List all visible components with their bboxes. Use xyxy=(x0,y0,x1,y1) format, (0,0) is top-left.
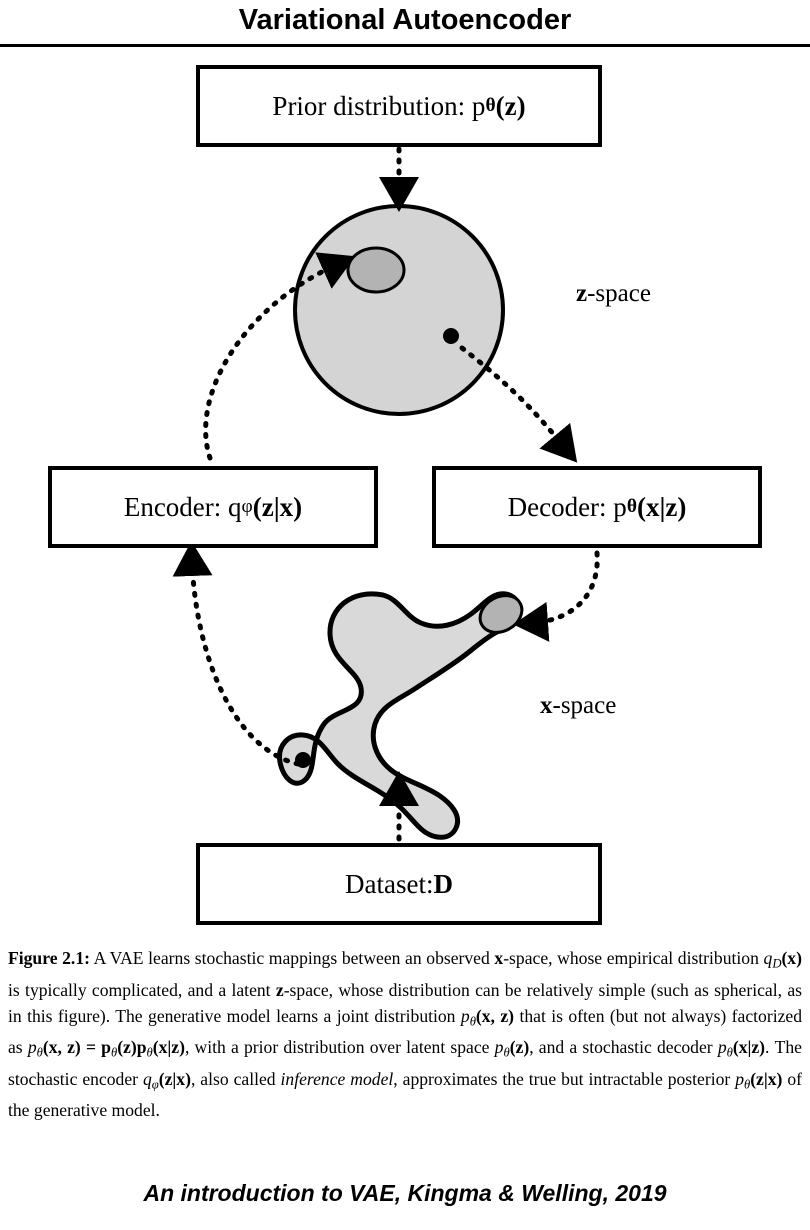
label-x-space: x-space xyxy=(540,692,617,719)
node-encoder-label: Encoder: q xyxy=(123,491,242,522)
caption-text-4: -space, whose distribution can be relatively simple (such as spherical, as in this figure). The generative model learns a joint distribution xyxy=(8,979,802,1026)
caption-math-6: q xyxy=(142,1068,152,1089)
caption-text-7: , and a stochastic decoder xyxy=(529,1037,718,1058)
caption-math-7-sub: θ xyxy=(743,1077,751,1092)
caption-math-3-sub: θ xyxy=(36,1045,43,1060)
z-space-cluster xyxy=(348,248,404,292)
caption-math-3-sub3: θ xyxy=(146,1045,153,1060)
caption-math-7-arg: (z|x) xyxy=(750,1068,783,1089)
label-z-space: z-space xyxy=(576,280,651,307)
caption-math-4: p xyxy=(494,1037,504,1058)
title-divider xyxy=(0,44,810,47)
caption-math-1-sub: D xyxy=(772,956,782,971)
node-encoder[interactable] xyxy=(48,466,378,548)
node-prior-arg: (z) xyxy=(495,90,526,121)
caption-xspace-1: x xyxy=(494,948,504,968)
node-dataset-arg: D xyxy=(433,868,453,899)
caption-math-1: q xyxy=(763,948,773,968)
source-credit: An introduction to VAE, Kingma & Welling, 2019 xyxy=(143,1180,667,1206)
node-encoder-subscript: φ xyxy=(241,496,253,517)
caption-text-8: . The stochastic encoder xyxy=(8,1037,802,1089)
caption-text-2: -space, whose empirical distribution xyxy=(503,948,764,968)
caption-italic-1: inference model xyxy=(280,1068,394,1089)
caption-text-9: , also called xyxy=(190,1068,281,1089)
caption-math-5-arg: (x|z) xyxy=(732,1037,766,1058)
z-space-sample-dot xyxy=(443,328,459,344)
node-prior-label: Prior distribution: p xyxy=(272,90,486,121)
caption-math-2-arg: (x, z) xyxy=(475,1005,515,1026)
node-encoder-arg: (z|x) xyxy=(252,491,303,522)
caption-math-3-arg: (x, z) = p xyxy=(42,1037,111,1058)
node-dataset-label: Dataset: xyxy=(345,868,434,899)
page-title: Variational Autoencoder xyxy=(238,4,572,36)
caption-math-5: p xyxy=(717,1037,727,1058)
arrow-zspace-to-decoder xyxy=(462,348,565,448)
figure-caption xyxy=(8,945,802,1123)
node-dataset[interactable] xyxy=(196,843,602,925)
caption-text-10: , approximates the true but intractable posterior xyxy=(393,1068,736,1089)
z-space-circle xyxy=(295,206,503,414)
caption-text-3: is typically complicated, and a latent xyxy=(8,979,276,1000)
node-prior-subscript: θ xyxy=(485,95,496,116)
caption-math-3-sub2: θ xyxy=(110,1045,118,1060)
caption-math-6-sub: φ xyxy=(151,1077,159,1092)
caption-math-2: p xyxy=(460,1005,470,1026)
caption-math-3-arg3: (x|z) xyxy=(152,1037,185,1058)
caption-zspace-1: z xyxy=(275,979,284,1000)
caption-text-1: A VAE learns stochastic mappings between an observed xyxy=(89,948,495,968)
caption-math-6-arg: (z|x) xyxy=(158,1068,191,1089)
caption-math-3-arg2: (z)p xyxy=(117,1037,147,1058)
caption-text-11: of the generative model. xyxy=(8,1068,803,1121)
x-space-manifold xyxy=(280,594,520,838)
caption-text-5: that is often (but not always) factorized as xyxy=(8,1005,802,1058)
arrow-decoder-to-xspace xyxy=(532,553,597,623)
node-prior-distribution[interactable] xyxy=(196,65,602,147)
vae-diagram xyxy=(0,48,810,928)
caption-math-3: p xyxy=(27,1037,37,1058)
node-decoder-label: Decoder: p xyxy=(507,491,627,522)
caption-math-5-sub: θ xyxy=(726,1045,733,1060)
caption-math-4-sub: θ xyxy=(503,1045,510,1060)
node-decoder[interactable] xyxy=(432,466,762,548)
node-decoder-subscript: θ xyxy=(626,496,637,517)
caption-math-4-arg: (z) xyxy=(509,1037,530,1058)
caption-math-7: p xyxy=(735,1068,744,1089)
arrow-xspace-to-encoder xyxy=(192,560,298,764)
caption-math-2-sub: θ xyxy=(469,1014,476,1029)
node-decoder-arg: (x|z) xyxy=(636,491,687,522)
caption-figure-number: Figure 2.1: xyxy=(8,948,90,968)
caption-math-1-arg: (x) xyxy=(781,948,802,968)
caption-text-6: , with a prior distribution over latent space xyxy=(184,1037,495,1058)
